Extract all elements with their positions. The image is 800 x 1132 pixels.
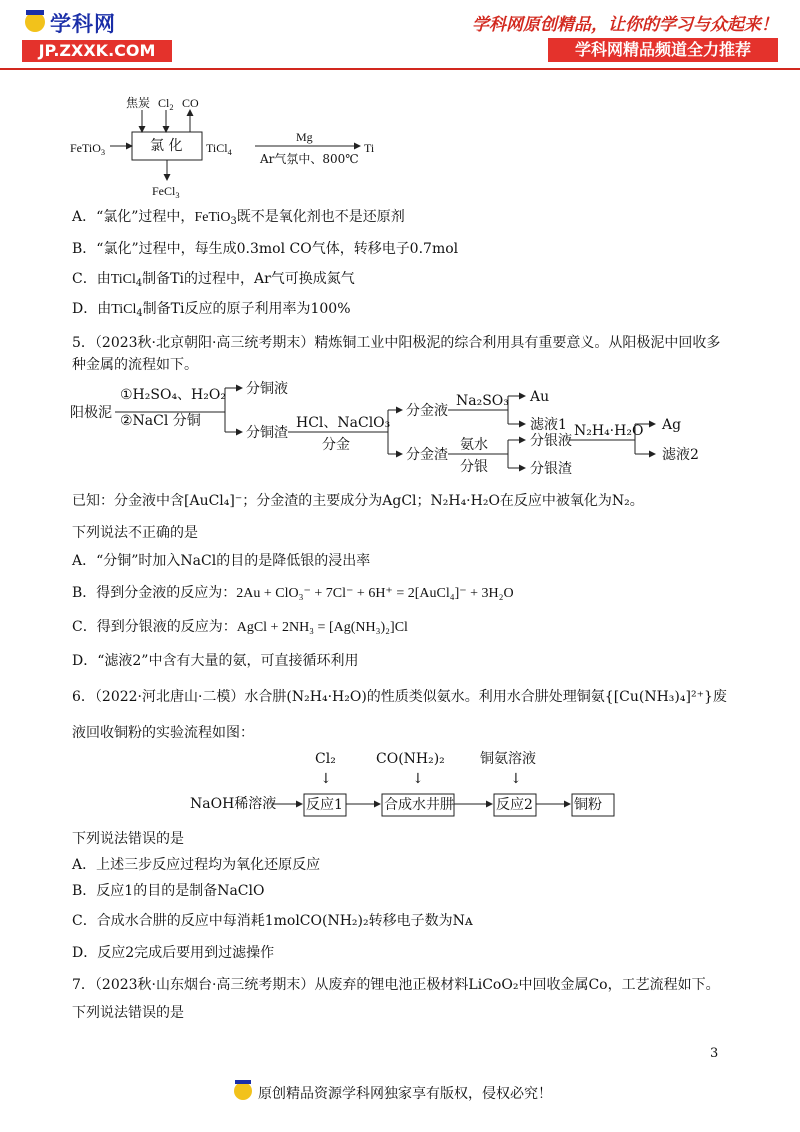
q5-option-b: B．得到分金液的反应为：2Au + ClO₃⁻ + 7Cl⁻ + 6H⁺ = 2[AuCl₄]⁻ + 3H₂O — [72, 585, 514, 601]
product-ticl4: TiCl$_4$ — [206, 141, 232, 157]
flow-step2-label: 分金 — [322, 437, 350, 453]
reactant-feti03: FeTiO$_3$ — [70, 141, 106, 157]
q4-option-b: B．“氯化”过程中，每生成0.3mol CO气体，转移电子0.7mol — [72, 241, 459, 257]
header-slogan: 学科网原创精品，让你的学习与众起来！ — [472, 15, 778, 35]
reaction-condition: Ar气氛中、800℃ — [260, 152, 359, 166]
flow-box-copper: 铜粉 — [574, 797, 602, 813]
q4-option-d: D．由TiCl$_4$制备Ti反应的原子利用率为100% — [72, 301, 351, 319]
flow-anode-slime: 阳极泥 — [70, 405, 112, 421]
anode-slime-flowchart — [70, 374, 720, 484]
reagent-mg: Mg — [296, 130, 313, 144]
q5-stem-line1: 5．（2023秋·北京朝阳·高三统考期末）精炼铜工业中阳极泥的综合利用具有重要意义。从阳极泥中回收多 — [72, 335, 721, 351]
q5-ask: 下列说法不正确的是 — [72, 525, 198, 541]
page-number: 3 — [710, 1046, 719, 1061]
flow-copper-residue: 分铜渣 — [246, 425, 288, 441]
flow-copper-liquid: 分铜液 — [246, 381, 288, 397]
q6-option-a: A．上述三步反应过程均为氧化还原反应 — [72, 857, 321, 873]
flow-box-reaction2: 反应2 — [496, 797, 533, 813]
q5-stem-line2: 种金属的流程如下。 — [72, 357, 198, 373]
q6-option-d: D．反应2完成后要用到过滤操作 — [72, 945, 275, 961]
q5-known: 已知：分金液中含[AuCl₄]⁻；分金渣的主要成分为AgCl；N₂H₄·H₂O在反应中被氧化为N₂。 — [72, 493, 644, 509]
q6-stem-line2: 液回收铜粉的实验流程如图： — [72, 725, 254, 741]
q7-stem-line2: 下列说法错误的是 — [72, 1005, 184, 1021]
q4-option-c: C．由TiCl$_4$制备Ti的过程中，Ar气可换成氮气 — [72, 271, 355, 289]
q6-stem-line1: 6．（2022·河北唐山·二模）水合肼(N₂H₄·H₂O)的性质类似氨水。利用水合肼处理铜氨{[Cu(NH₃)₄]²⁺}废 — [72, 689, 727, 705]
flow-ag: Ag — [662, 417, 682, 433]
q5-option-d: D．“滤液2”中含有大量的氨，可直接循环利用 — [72, 653, 359, 669]
flow-box-synthesis: 合成水井肼 — [384, 797, 454, 813]
header-channel: 学科网精品频道全力推荐 — [548, 38, 778, 62]
down-arrow-icon: ↓ — [412, 771, 424, 787]
flow-split-silver: 分银 — [460, 459, 488, 475]
down-arrow-icon: ↓ — [510, 771, 522, 787]
q5-option-a: A．“分铜”时加入NaCl的目的是降低银的浸出率 — [72, 553, 371, 569]
input-cl2: $Cl_2$ — [158, 96, 174, 112]
brand-logo — [22, 8, 162, 34]
flow-cl2: Cl₂ — [315, 751, 336, 767]
brand-url[interactable]: JP.ZXXK.COM — [22, 40, 172, 62]
flow-hydrazine: N₂H₄·H₂O — [574, 423, 644, 439]
flow-silver-liquid: 分银液 — [530, 433, 572, 449]
chlorination-box-label: 氯 化 — [150, 138, 183, 154]
input-coke: 焦炭 — [126, 96, 151, 110]
output-fecl3: FeCl$_3$ — [152, 184, 180, 200]
flow-urea: CO(NH₂)₂ — [376, 751, 445, 767]
down-arrow-icon: ↓ — [320, 771, 332, 787]
flow-ammonia: 氨水 — [460, 437, 488, 453]
footer-copyright: 原创精品资源学科网独家享有版权，侵权必究！ — [258, 1086, 552, 1102]
flow-filtrate1: 滤液1 — [530, 417, 567, 433]
mascot-icon — [232, 1078, 254, 1102]
flow-filtrate2: 滤液2 — [662, 447, 699, 463]
q6-option-b: B．反应1的目的是制备NaClO — [72, 883, 265, 899]
q6-ask: 下列说法错误的是 — [72, 831, 184, 847]
flow-step2-reagents: HCl、NaClO₃ — [296, 415, 391, 431]
q6-option-c: C．合成水合肼的反应中每消耗1molCO(NH₂)₂转移电子数为Nᴀ — [72, 913, 473, 929]
q7-stem-line1: 7．（2023秋·山东烟台·高三统考期末）从废弃的锂电池正极材料LiCoO₂中回收金属Co，工艺流程如下。 — [72, 977, 720, 993]
chlorination-flowchart — [60, 92, 420, 202]
mascot-icon — [22, 8, 48, 34]
flow-au: Au — [530, 389, 550, 405]
brand-name: 学科网 — [50, 12, 116, 36]
flow-step1-nacl: ②NaCl 分铜 — [120, 413, 201, 429]
flow-box-reaction1: 反应1 — [306, 797, 343, 813]
hydrazine-flowchart — [190, 744, 650, 824]
flow-gold-residue: 分金渣 — [406, 447, 448, 463]
header-divider — [0, 68, 800, 70]
flow-naoh: NaOH稀溶液 — [190, 796, 277, 812]
flow-gold-liquid: 分金液 — [406, 403, 448, 419]
flow-step1-reagents: ①H₂SO₄、H₂O₂ — [120, 387, 226, 403]
flow-cu-ammonia: 铜氨溶液 — [480, 751, 536, 767]
q4-option-a: A．“氯化”过程中，FeTiO$_3$既不是氧化剂也不是还原剂 — [72, 209, 405, 227]
input-co: CO — [182, 96, 199, 110]
q5-option-c: C．得到分银液的反应为：AgCl + 2NH₃ = [Ag(NH₃)₂]Cl — [72, 619, 408, 635]
flow-na2so3: Na₂SO₃ — [456, 393, 509, 409]
flow-silver-residue: 分银渣 — [530, 461, 572, 477]
final-ti: Ti — [364, 141, 375, 155]
